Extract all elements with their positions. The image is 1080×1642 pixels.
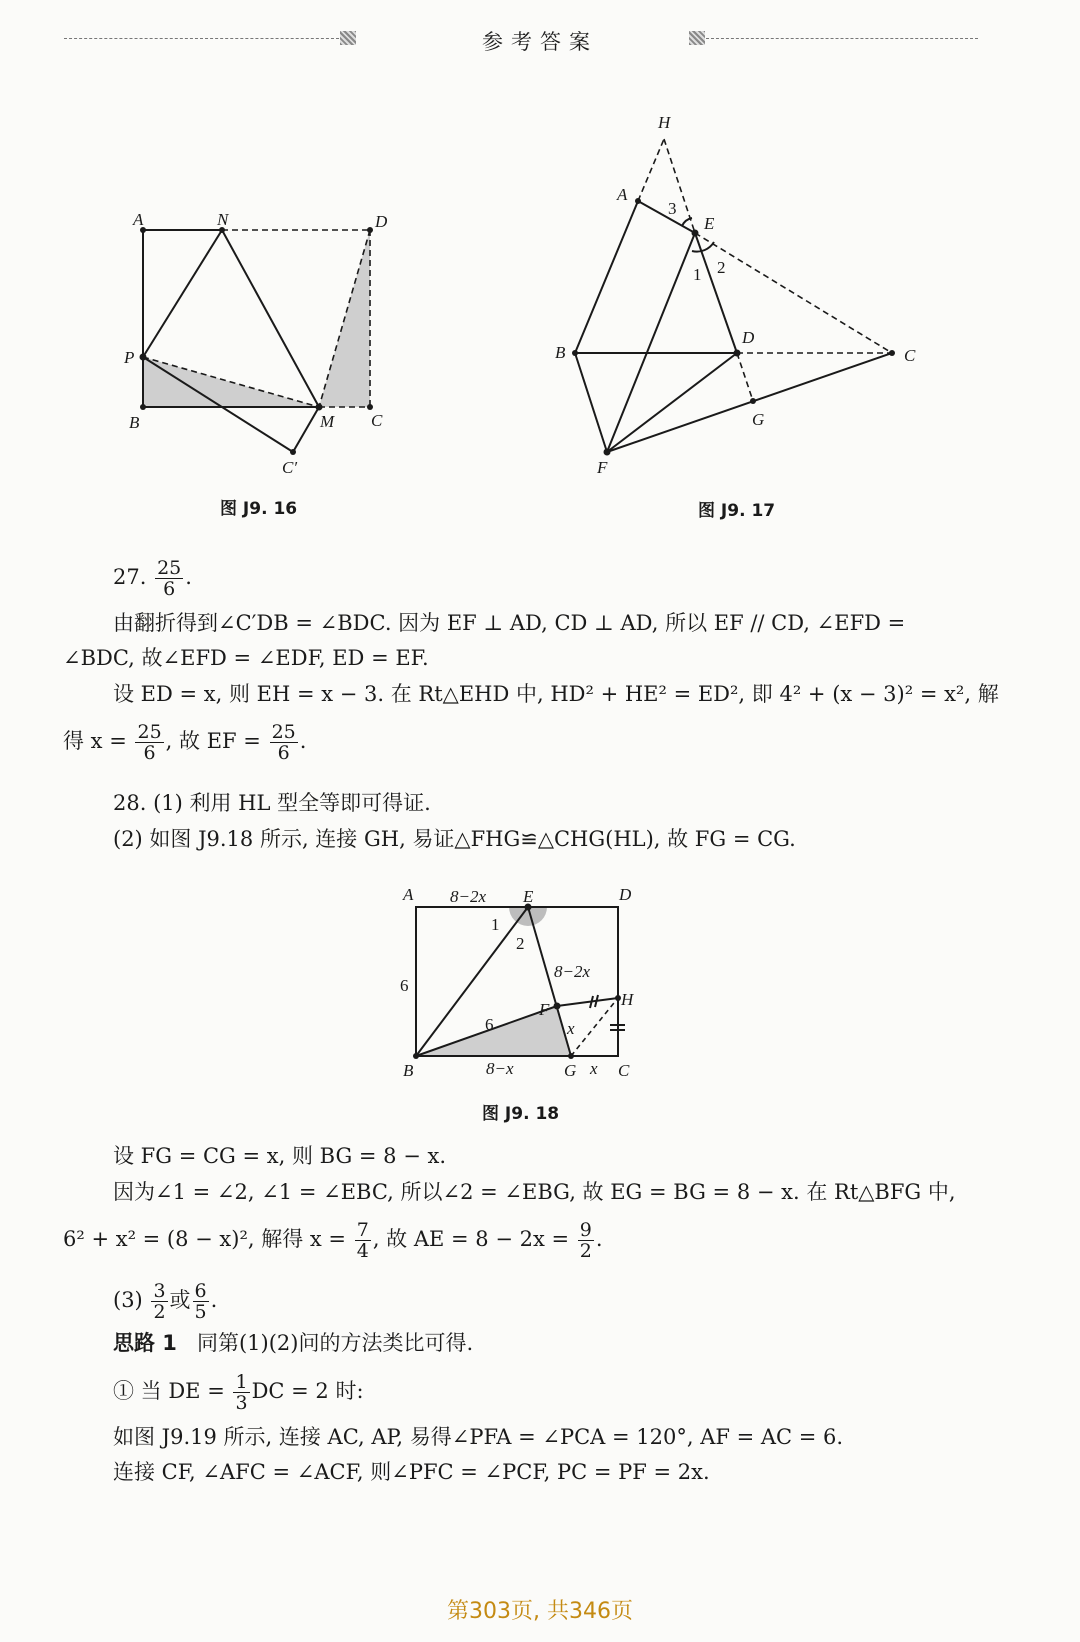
label-c-prime: C′ — [282, 458, 298, 477]
label-bg-length: 8−x — [486, 1059, 514, 1078]
label-c: C — [904, 346, 916, 365]
label-ab-length: 6 — [400, 976, 409, 995]
angle-label-1: 1 — [491, 915, 500, 934]
q27-line-4: 得 x = $\frac{25}{6}$ , 故 EF = $\frac{25}{6}$ . — [63, 721, 307, 764]
part3-frac-a: $\frac{3}{2}$ — [153, 1280, 166, 1323]
label-h: H — [658, 113, 671, 132]
label-a: A — [617, 185, 628, 204]
sol-frac-x: $\frac{7}{4}$ — [356, 1219, 369, 1262]
sol-line-3: 6² + x² = (8 − x)², 解得 x = $\frac{7}{4}$ , 故 AE = 8 − 2x = $\frac{9}{2}$ . — [63, 1219, 603, 1262]
label-d: D — [619, 885, 632, 904]
label-e: E — [704, 214, 715, 233]
q27-frac-x: $\frac{25}{6}$ — [137, 721, 162, 764]
q28-line-1: 28. (1) 利用 HL 型全等即可得证. — [113, 791, 431, 815]
label-m: M — [320, 412, 335, 431]
label-gc-length: x — [590, 1059, 598, 1078]
label-n: N — [217, 210, 229, 229]
figure-j9-18 — [390, 880, 650, 1085]
label-a: A — [133, 210, 144, 229]
label-p: P — [124, 348, 135, 367]
label-g: G — [564, 1061, 577, 1080]
label-d: D — [375, 212, 388, 231]
q27-frac-ef: $\frac{25}{6}$ — [271, 721, 296, 764]
label-h: H — [621, 990, 634, 1009]
label-b: B — [555, 343, 566, 362]
angle-label-2: 2 — [717, 258, 726, 277]
label-bf-length: 6 — [485, 1015, 494, 1034]
idea-line-b: 连接 CF, ∠AFC = ∠ACF, 则∠PFC = ∠PCF, PC = PF = 2x. — [113, 1460, 710, 1484]
label-f: F — [597, 458, 608, 477]
angle-label-2: 2 — [516, 934, 525, 953]
q27-line-3: 设 ED = x, 则 EH = x − 3. 在 Rt△EHD 中, HD² + HE² = ED², 即 4² + (x − 3)² = x², 解 — [113, 682, 999, 706]
sol-frac-ae: $\frac{9}{2}$ — [579, 1219, 592, 1262]
header-rule-right — [706, 38, 978, 39]
q27-answer: 27. $\frac{25}{6}$ . — [113, 557, 192, 600]
caption-j9-16: 图 J9. 16 — [220, 499, 298, 519]
page-footer: 第303页, 共346页 — [447, 1599, 633, 1624]
q27-fraction: $\frac{25}{6}$ — [157, 557, 182, 600]
caption-j9-17: 图 J9. 17 — [698, 501, 776, 521]
q28-line-2: (2) 如图 J9.18 所示, 连接 GH, 易证△FHG≌△CHG(HL), 故 FG = CG. — [113, 827, 796, 851]
idea-line — [113, 1328, 473, 1358]
part3-answer: (3) $\frac{3}{2}$ 或 $\frac{6}{5}$ . — [113, 1280, 218, 1323]
figure-j9-17 — [540, 105, 940, 485]
q27-number: 27. — [113, 565, 147, 589]
idea-frac: $\frac{1}{3}$ — [235, 1371, 248, 1414]
q27-line-2: ∠BDC, 故∠EFD = ∠EDF, ED = EF. — [63, 646, 429, 670]
idea-text: 同第(1)(2)问的方法类比可得. — [196, 1331, 474, 1355]
angle-label-1: 1 — [693, 265, 702, 284]
label-c: C — [618, 1061, 630, 1080]
label-d: D — [742, 328, 755, 347]
page-header-title: 参考答案 — [482, 30, 598, 54]
idea-line-a: 如图 J9.19 所示, 连接 AC, AP, 易得∠PFA = ∠PCA = 120°, AF = AC = 6. — [113, 1425, 844, 1449]
idea-case-1: ① 当 DE = $\frac{1}{3}$ DC = 2 时: — [113, 1371, 364, 1414]
label-f: F — [539, 1000, 550, 1019]
sol-line-2: 因为∠1 = ∠2, ∠1 = ∠EBC, 所以∠2 = ∠EBG, 故 EG = BG = 8 − x. 在 Rt△BFG 中, — [113, 1180, 956, 1204]
q27-line-1: 由翻折得到∠C′DB = ∠BDC. 因为 EF ⊥ AD, CD ⊥ AD, 所以 EF // CD, ∠EFD = — [113, 611, 906, 635]
label-ef-length: 8−2x — [554, 962, 591, 981]
label-b: B — [129, 413, 140, 432]
label-g: G — [752, 410, 765, 429]
part3-frac-b: $\frac{6}{5}$ — [194, 1280, 207, 1323]
label-e: E — [523, 887, 534, 906]
label-a: A — [403, 885, 414, 904]
label-fg-length: x — [567, 1019, 575, 1038]
label-b: B — [403, 1061, 414, 1080]
label-c: C — [371, 411, 383, 430]
header-ornament-right — [689, 31, 705, 45]
caption-j9-18: 图 J9. 18 — [482, 1104, 560, 1124]
sol-line-1: 设 FG = CG = x, 则 BG = 8 − x. — [113, 1144, 446, 1168]
idea-title: 思路 1 — [113, 1331, 177, 1355]
angle-label-3: 3 — [668, 199, 677, 218]
label-ae-length: 8−2x — [450, 887, 487, 906]
figure-j9-16 — [100, 200, 400, 490]
